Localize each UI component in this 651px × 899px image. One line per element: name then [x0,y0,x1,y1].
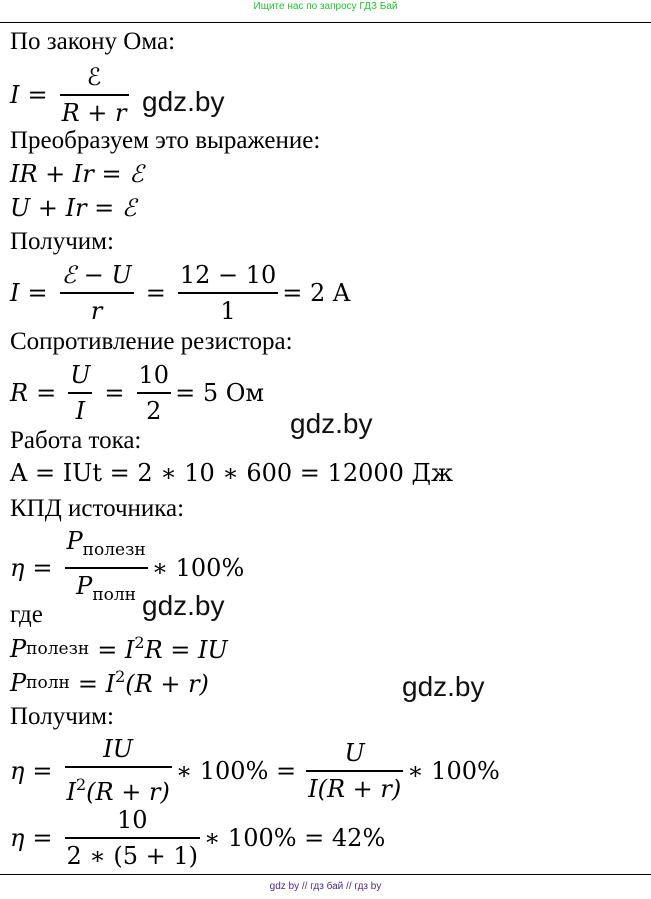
multiplier: ∗ 100% = [175,756,297,785]
fraction [178,258,278,328]
superscript: 2 [115,667,126,686]
denominator: 2 ∗ (5 + 1) [66,842,198,870]
var-I: I [10,279,20,307]
text-where: где [10,601,43,628]
numerator: 10 [138,361,170,389]
superscript: 2 [134,633,145,652]
text-resistance: Сопротивление резистора: [10,328,293,355]
fraction [65,803,200,873]
watermark: gdz.by [290,408,373,439]
numerator: U [70,361,91,389]
fraction [65,524,148,612]
expr: = I [77,670,116,698]
fraction [65,732,172,809]
var-P: P [10,634,27,663]
watermark: gdz.by [142,590,225,621]
denominator: I(R + r) [308,774,402,803]
result: = 2 A [282,279,351,307]
expr: R = IU [144,636,228,664]
fraction [68,358,92,428]
var-eta: η [10,824,25,852]
formula-ohm: I = $\frac{\text{ℰ}}{R + r}$ [10,60,133,130]
var-P: P [10,668,27,697]
numerator: 10 [116,806,148,834]
site-banner: Ищите нас по запросу ГДЗ Бай [253,1,398,12]
var-eta: η [10,554,25,582]
text-efficiency: КПД источника: [10,495,185,522]
expr: A = IUt = 2 ∗ 10 ∗ 600 = 12000 Дж [10,459,454,487]
formula-ir [10,160,144,188]
multiplier: ∗ 100% [151,554,245,582]
formula-eta-result: η = $\frac{10}{2 ∗ (5 + 1)}$ ∗ 100% = 42% [10,803,385,873]
fraction [60,60,129,130]
denominator: I [75,397,86,425]
expr: (R + r) [125,670,209,698]
fraction [137,358,172,428]
formula-current: I = $\frac{\text{ℰ − U}}{r}$ = $\frac{12 - 10}{1}$ = 2 A [10,258,350,328]
denominator: 2 [146,397,162,425]
text-ohm-law: По закону Ома: [10,28,176,55]
formula-p-useful [10,633,228,664]
formula-p-total [10,667,209,698]
text-get2: Получим: [10,703,114,730]
subscript: полезн [82,540,146,560]
text-transform: Преобразуем это выражение: [10,127,321,154]
numerator: IU [103,735,134,763]
expr: = I [97,636,135,664]
result: = 5 Ом [175,379,265,407]
top-divider [0,22,651,23]
var-eta: η [10,756,25,785]
expr: (R + r) [86,778,170,806]
denominator: 1 [220,297,236,325]
numerator: 12 − 10 [179,261,277,289]
numerator: ℰ [86,63,102,91]
denominator: R + r [61,99,127,127]
formula-resistance: R = $\frac{U}{I}$ = $\frac{10}{2}$ = 5 Ом [10,358,264,428]
var-I: I [66,778,76,806]
superscript: 2 [75,775,87,794]
var-P: P [66,527,83,555]
subscript: полн [92,585,137,605]
expr: U + Ir = ℰ [10,194,137,222]
fraction [60,258,134,328]
watermark: gdz.by [402,671,485,702]
text-work: Работа тока: [10,427,142,454]
numerator: U [344,738,365,767]
var-R: R [10,379,29,407]
multiplier: ∗ 100% [407,756,500,785]
subscript: полезн [26,638,90,659]
text-get1: Получим: [10,228,114,255]
numerator: ℰ − U [61,261,132,289]
var-P: P [76,572,93,600]
footer-links: gdz by // гдз бай // гдз by [269,881,382,892]
subscript: полн [26,672,70,693]
denominator: r [90,297,103,325]
result: ∗ 100% = 42% [203,824,386,852]
formula-u [10,194,136,222]
bottom-divider [0,874,651,875]
formula-eta-derived: η = $\frac{IU}{I^2(R + r)}$ ∗ 100% = $\frac{U}{I(R + r)}$ ∗ 100% [10,732,500,809]
formula-work [10,459,453,487]
fraction [306,736,403,806]
expr: IR + Ir = ℰ [10,160,144,188]
watermark: gdz.by [142,86,225,117]
var-I: I [10,81,20,109]
formula-eta: η = $\frac{P_{полезн}}{P_{полн}}$ ∗ 100% [10,524,244,612]
